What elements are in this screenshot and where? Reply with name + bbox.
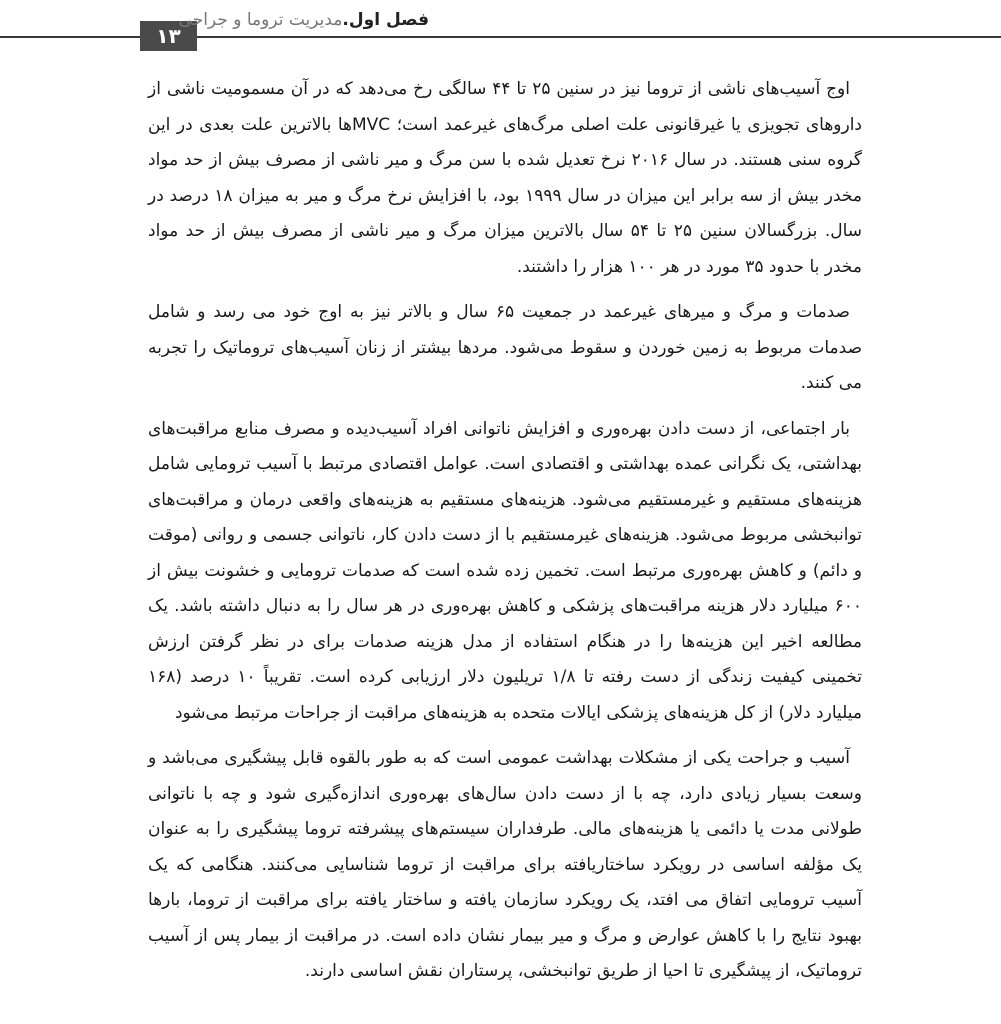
paragraph: آسیب و جراحت یکی از مشکلات بهداشت عمومی است که به طور بالقوه قابل پیشگیری می‌باشد و وسعت بسیار زیادی دارد، چه با از دست دادن سال‌های بهره‌وری اندازه‌گیری شود و چه با ناتوانی طولانی مدت یا دائمی یا هزینه‌های مالی. طرفداران سیستم‌های پیشرفته تروما پیشگیری را به عنوان یک مؤلفه اساسی در رویکرد ساختاریافته برای مراقبت از تروما شناسایی می‌کنند. هنگامی که یک آسیب ترومایی اتفاق می افتد، یک رویکرد سازمان یافته و ساختار یافته برای مراقبت از تروما، بارها بهبود نتایج را با کاهش عوارض و مرگ و میر بیمار نشان داده است. در مراقبت از بیمار پس از آسیب تروماتیک، از پیشگیری تا احیا از طریق توانبخشی، پرستاران نقش اساسی دارند. xyxy=(148,748,862,981)
paragraph: صدمات و مرگ و میرهای غیرعمد در جمعیت ۶۵ سال و بالاتر نیز به اوج خود می رسد و شامل صدمات مربوط به زمین خوردن و سقوط می‌شود. مردها بیشتر از زنان آسیب‌های تروماتیک را تجربه می کنند. xyxy=(148,302,862,393)
paragraph: بار اجتماعی، از دست دادن بهره‌وری و افزایش ناتوانی افراد آسیب‌دیده و مصرف منابع مراقبت‌های بهداشتی، یک نگرانی عمده بهداشتی و اقتصادی است. عوامل اقتصادی مرتبط با آسیب ترومایی شامل هزینه‌های مستقیم و غیرمستقیم می‌شود. هزینه‌های مستقیم به هزینه‌های واقعی درمان و مراقبت‌های توانبخشی مربوط می‌شود. هزینه‌های غیرمستقیم با از دست دادن کار، ناتوانی جسمی و روانی (موقت و دائم) و کاهش بهره‌وری مرتبط است. تخمین زده شده است که صدمات ترومایی و خشونت بیش از ۶۰۰ میلیارد دلار هزینه مراقبت‌های پزشکی و کاهش بهره‌وری در هر سال را به دنبال داشته باشد. یک مطالعه اخیر این هزینه‌ها را در هنگام استفاده از مدل هزینه صدمات برای در نظر گرفتن ارزش تخمینی کیفیت زندگی از دست رفته تا ۱/۸ تریلیون دلار ارزیابی کرده است. تقریباً ۱۰ درصد (۱۶۸ میلیارد دلار) از کل هزینه‌های پزشکی ایالات متحده به هزینه‌های مراقبت از جراحات مرتبط می‌شود xyxy=(148,418,862,723)
page-number: ۱۳ xyxy=(140,21,197,51)
chapter-label: فصل اول. xyxy=(342,10,429,30)
body-text xyxy=(148,72,862,1000)
chapter-title: مدیریت تروما و جراحی xyxy=(178,10,343,30)
paragraph: اوج آسیب‌های ناشی از تروما نیز در سنین ۲۵ تا ۴۴ سالگی رخ می‌دهد که در آن مسمومیت ناشی از داروهای تجویزی یا غیرقانونی علت اصلی مرگ‌های غیرعمد است؛ MVCها بالاترین علت بعدی در این گروه سنی هستند. در سال ۲۰۱۶ نرخ تعدیل شده با سن مرگ و میر ناشی از مصرف بیش از حد مواد مخدر بیش از سه برابر این میزان در سال ۱۹۹۹ بود، با افزایش نرخ مرگ و میر به میزان ۱۸ درصد در سال. بزرگسالان سنین ۲۵ تا ۵۴ سال بالاترین میزان مرگ و میر ناشی از مصرف بیش از حد مواد مخدر با حدود ۳۵ مورد در هر ۱۰۰ هزار را داشتند. xyxy=(148,79,863,277)
running-head xyxy=(179,8,429,32)
